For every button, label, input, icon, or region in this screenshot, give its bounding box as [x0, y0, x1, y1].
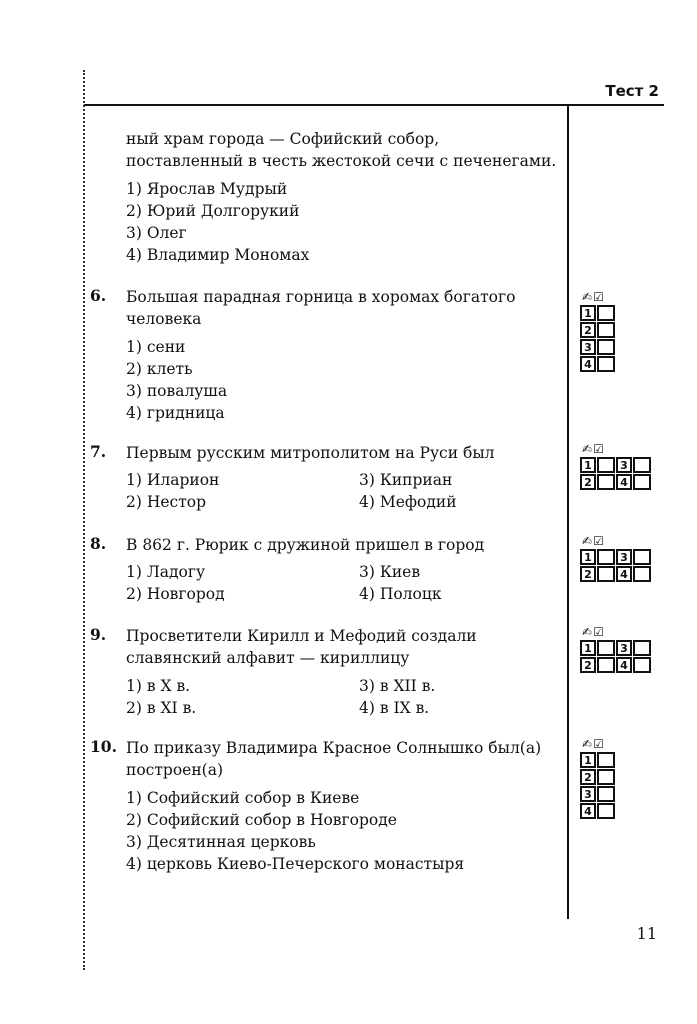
option[interactable]: 4) церковь Киево-Печерского монастыря [126, 855, 465, 873]
page-title: Тест 2 [605, 82, 659, 100]
answer-input[interactable] [633, 549, 651, 565]
question-text: Большая парадная горница в хоромах богатого человека [126, 288, 516, 328]
answer-input[interactable] [597, 457, 615, 473]
cut-line [83, 70, 85, 970]
question-text: По приказу Владимира Красное Солнышко был(а) построен(а) [126, 739, 542, 779]
answer-cell-label: 3 [580, 339, 596, 355]
question-number: 9. [90, 625, 107, 644]
question-number: 8. [90, 534, 107, 553]
answer-input[interactable] [597, 640, 615, 656]
answer-input[interactable] [597, 752, 615, 768]
pencil-icon: ✍ [582, 625, 593, 639]
option[interactable]: 1) в X в. [126, 677, 191, 695]
option[interactable]: 2) клеть [126, 360, 193, 378]
option[interactable]: 1) сени [126, 338, 186, 356]
pencil-icon: ✍ [582, 534, 593, 548]
answer-cell-label: 1 [580, 305, 596, 321]
answer-cell-label: 3 [580, 786, 596, 802]
answer-cell-label: 2 [580, 474, 596, 490]
answer-input[interactable] [597, 305, 615, 321]
option[interactable]: 2) Нестор [126, 493, 207, 511]
answer-box-8 [580, 534, 652, 582]
answer-cell-label: 4 [616, 474, 632, 490]
answer-input[interactable] [597, 549, 615, 565]
option[interactable]: 1) Иларион [126, 471, 220, 489]
answer-cell-label: 1 [580, 640, 596, 656]
answer-cell-label: 4 [616, 566, 632, 582]
answer-cell-label: 1 [580, 457, 596, 473]
header-rule [84, 104, 664, 106]
option[interactable]: 3) Киприан [359, 471, 453, 489]
option[interactable]: 4) Мефодий [359, 493, 457, 511]
option[interactable]: 4) Полоцк [359, 585, 442, 603]
checkbox-icon: ☑ [593, 625, 604, 639]
option[interactable]: 2) в XI в. [126, 699, 197, 717]
option[interactable]: 3) Олег [126, 224, 187, 242]
answer-column-divider [567, 104, 569, 919]
question-number: 6. [90, 286, 107, 305]
answer-input[interactable] [597, 339, 615, 355]
checkbox-icon: ☑ [593, 290, 604, 304]
question-text: Первым русским митрополитом на Руси был [126, 444, 495, 462]
checkbox-icon: ☑ [593, 737, 604, 751]
question-number: 10. [90, 737, 117, 756]
answer-box-10 [580, 737, 616, 819]
option[interactable]: 2) Юрий Долгорукий [126, 202, 300, 220]
option[interactable]: 3) Десятинная церковь [126, 833, 316, 851]
answer-input[interactable] [597, 566, 615, 582]
option[interactable]: 4) в IX в. [359, 699, 430, 717]
answer-input[interactable] [597, 786, 615, 802]
answer-input[interactable] [633, 640, 651, 656]
option[interactable]: 3) в XII в. [359, 677, 436, 695]
answer-input[interactable] [633, 566, 651, 582]
answer-cell-label: 3 [616, 549, 632, 565]
pencil-icon: ✍ [582, 442, 593, 456]
answer-input[interactable] [597, 803, 615, 819]
answer-box-9 [580, 625, 652, 673]
answer-input[interactable] [633, 474, 651, 490]
answer-input[interactable] [597, 474, 615, 490]
checkbox-icon: ☑ [593, 534, 604, 548]
answer-box-7 [580, 442, 652, 490]
answer-cell-label: 4 [580, 803, 596, 819]
answer-input[interactable] [597, 657, 615, 673]
page-number: 11 [636, 924, 657, 943]
answer-cell-label: 2 [580, 322, 596, 338]
answer-input[interactable] [597, 769, 615, 785]
question-text: Просветители Кирилл и Мефодий создали славянский алфавит — кириллицу [126, 627, 477, 667]
checkbox-icon: ☑ [593, 442, 604, 456]
answer-cell-label: 2 [580, 566, 596, 582]
answer-cell-label: 3 [616, 640, 632, 656]
option[interactable]: 3) повалуша [126, 382, 228, 400]
option[interactable]: 2) Софийский собор в Новгороде [126, 811, 397, 829]
option[interactable]: 1) Софийский собор в Киеве [126, 789, 360, 807]
option[interactable]: 2) Новгород [126, 585, 225, 603]
answer-box-6 [580, 290, 616, 372]
answer-cell-label: 2 [580, 769, 596, 785]
question-text: ный храм города — Софийский собор, поставленный в честь жестокой сечи с печенегами. [126, 130, 557, 170]
answer-input[interactable] [597, 356, 615, 372]
answer-cell-label: 3 [616, 457, 632, 473]
pencil-icon: ✍ [582, 737, 593, 751]
option[interactable]: 4) гридница [126, 404, 225, 422]
answer-cell-label: 4 [580, 356, 596, 372]
answer-cell-label: 2 [580, 657, 596, 673]
answer-cell-label: 1 [580, 549, 596, 565]
option[interactable]: 1) Ярослав Мудрый [126, 180, 288, 198]
question-number: 7. [90, 442, 107, 461]
answer-input[interactable] [633, 457, 651, 473]
answer-input[interactable] [633, 657, 651, 673]
answer-cell-label: 1 [580, 752, 596, 768]
question-text: В 862 г. Рюрик с дружиной пришел в город [126, 536, 485, 554]
option[interactable]: 3) Киев [359, 563, 421, 581]
option[interactable]: 4) Владимир Мономах [126, 246, 310, 264]
pencil-icon: ✍ [582, 290, 593, 304]
answer-input[interactable] [597, 322, 615, 338]
option[interactable]: 1) Ладогу [126, 563, 206, 581]
answer-cell-label: 4 [616, 657, 632, 673]
